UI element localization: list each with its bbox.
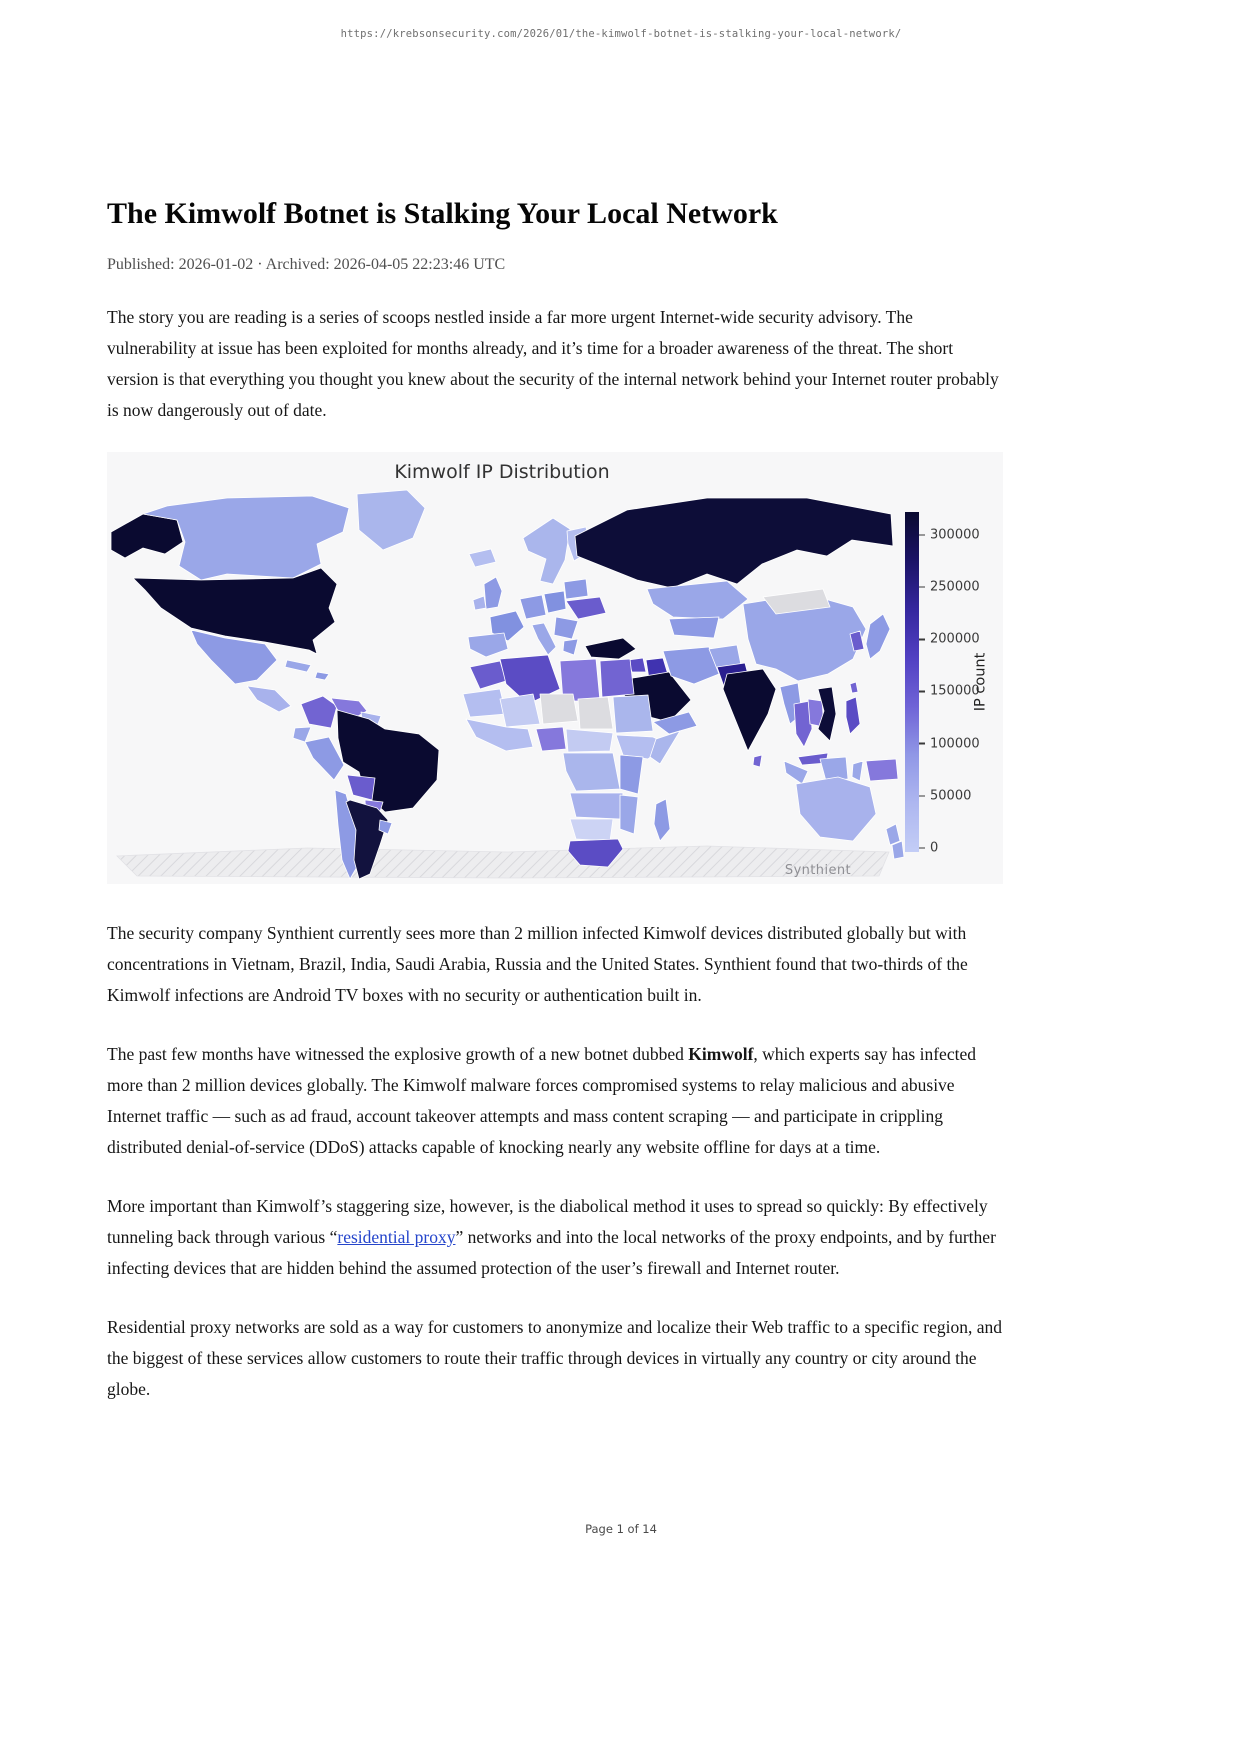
region-iceland (469, 549, 496, 567)
article-lead (107, 302, 1003, 426)
region-poland (544, 591, 566, 613)
region-new-zealand-north (886, 824, 900, 845)
region-angola-zambia (570, 793, 623, 819)
colorbar-tick-label: 300000 (930, 527, 980, 543)
region-russia (575, 498, 893, 588)
text: , which experts say has infected more than 2 million devices globally. The Kimwolf malware forces compromised systems to relay malicious and abusive Internet traffic — such as ad fraud, account takeover attempts and mass content scraping — and participate in crippling distributed denial-of-service (DDoS) attacks capable of knocking nearly any website offline for days at a time. (107, 1044, 976, 1157)
region-peru (305, 737, 344, 780)
colorbar (905, 512, 919, 852)
paragraph (107, 1039, 1003, 1163)
text: ” networks and into the local networks of the proxy endpoints, and by further infecting devices that are hidden behind the assumed protection of the user’s firewall and Internet router. (107, 1227, 996, 1278)
region-madagascar (654, 799, 670, 841)
region-antarctica (117, 846, 889, 878)
bold-text: Kimwolf (688, 1044, 754, 1064)
colorbar-tick-label: 0 (930, 840, 939, 856)
region-east-europe (564, 579, 588, 599)
colorbar-tick-mark (919, 743, 925, 745)
colorbar-tick (919, 841, 938, 856)
colorbar-tick (919, 788, 971, 803)
paragraph (107, 302, 1003, 426)
region-indonesia-sulawesi (852, 761, 863, 781)
chart-attribution: Synthient (784, 863, 851, 878)
region-bolivia (347, 775, 375, 800)
text: More important than Kimwolf’s staggering size, however, is the diabolical method it uses to spread so quickly: By effectively tunneling back through various “ (107, 1196, 988, 1247)
region-spain (468, 633, 508, 657)
region-japan (866, 614, 890, 659)
region-kazakhstan (647, 581, 748, 619)
region-balkans (554, 617, 578, 639)
region-ecuador (293, 727, 311, 742)
region-mali (500, 694, 540, 727)
archive-source-url: https://krebsonsecurity.com/2026/01/the-kimwolf-botnet-is-stalking-your-local-network/ (340, 28, 902, 40)
region-greece (563, 639, 578, 655)
region-taiwan (850, 682, 858, 693)
region-ukraine (566, 597, 606, 619)
region-chad (578, 697, 613, 729)
colorbar-tick-mark (919, 691, 925, 693)
region-alaska (111, 514, 183, 558)
region-colombia (301, 696, 337, 728)
region-east-africa (620, 755, 643, 794)
region-egypt (600, 659, 634, 697)
region-scandinavia (523, 518, 570, 584)
region-hispaniola (315, 672, 329, 680)
colorbar-tick-mark (919, 795, 925, 797)
article-meta: Published: 2026-01-02 · Archived: 2026-04-05 22:23:46 UTC (107, 256, 506, 273)
colorbar-tick-label: 150000 (930, 683, 980, 699)
region-central-america (247, 686, 291, 712)
region-cameroon-car (566, 729, 613, 752)
region-ireland (473, 596, 486, 610)
paragraph (107, 1312, 1003, 1405)
text: The past few months have witnessed the explosive growth of a new botnet dubbed (107, 1044, 689, 1064)
article-title: The Kimwolf Botnet is Stalking Your Local Network (107, 197, 778, 230)
colorbar-axis-label (967, 512, 993, 852)
region-philippines (846, 697, 860, 734)
region-turkey (585, 638, 636, 659)
article-body (107, 918, 1003, 1405)
region-uk (484, 577, 502, 609)
colorbar-tick-mark (919, 534, 925, 536)
colorbar-tick-label: 200000 (930, 631, 980, 647)
residential-proxy-link[interactable]: residential proxy (337, 1227, 456, 1247)
page-footer: Page 1 of 14 (585, 1522, 657, 1536)
region-namibia-botswana (570, 819, 613, 841)
region-somalia (650, 731, 680, 764)
colorbar-tick-label: 250000 (930, 579, 980, 595)
colorbar-tick-mark (919, 639, 925, 641)
colorbar-tick-label: 50000 (930, 788, 972, 804)
region-drc (563, 753, 620, 791)
region-central-asia (669, 617, 719, 638)
region-brazil (337, 710, 439, 812)
region-mauritania (463, 689, 506, 717)
region-germany (520, 595, 546, 619)
region-papua (866, 759, 898, 781)
paragraph (107, 918, 1003, 1011)
colorbar-tick-mark (919, 586, 925, 588)
region-greenland (357, 490, 425, 550)
region-sudan (613, 695, 653, 733)
chart-title: Kimwolf IP Distribution (394, 461, 610, 483)
colorbar-tick-mark (919, 847, 925, 849)
region-italy (532, 623, 556, 655)
world-choropleth-map (107, 488, 907, 880)
article-content (107, 0, 1003, 1433)
region-mozambique (620, 795, 638, 834)
region-morocco (470, 661, 506, 689)
text: The story you are reading is a series of scoops nestled inside a far more urgent Internet-wide security advisory. The vulnerability at issue has been exploited for months already, and it’s time for a broader awareness of the threat. The short version is that everything you thought you knew about the security of the internal network behind your Internet router probably is now dangerously out of date. (107, 307, 999, 420)
text: The security company Synthient currently sees more than 2 million infected Kimwolf devices distributed globally but with concentrations in Vietnam, Brazil, India, Saudi Arabia, Russia and the United States. Synthient found that two-thirds of the Kimwolf infections are Android TV boxes with no security or authentication built in. (107, 923, 968, 1005)
region-india (723, 669, 776, 751)
paragraph (107, 1191, 1003, 1284)
ip-distribution-figure (107, 452, 1003, 884)
region-niger (540, 694, 578, 724)
region-cuba (285, 660, 311, 672)
colorbar-axis-label-text: IP count (972, 652, 989, 712)
region-nigeria (536, 727, 566, 751)
region-australia (796, 777, 876, 841)
region-sri-lanka (753, 755, 762, 767)
text: Residential proxy networks are sold as a way for customers to anonymize and localize their Web traffic to a specific region, and the biggest of these services allow customers to route their traffic through devices in virtually any country or city around the globe. (107, 1317, 1003, 1399)
colorbar-tick-label: 100000 (930, 736, 980, 752)
